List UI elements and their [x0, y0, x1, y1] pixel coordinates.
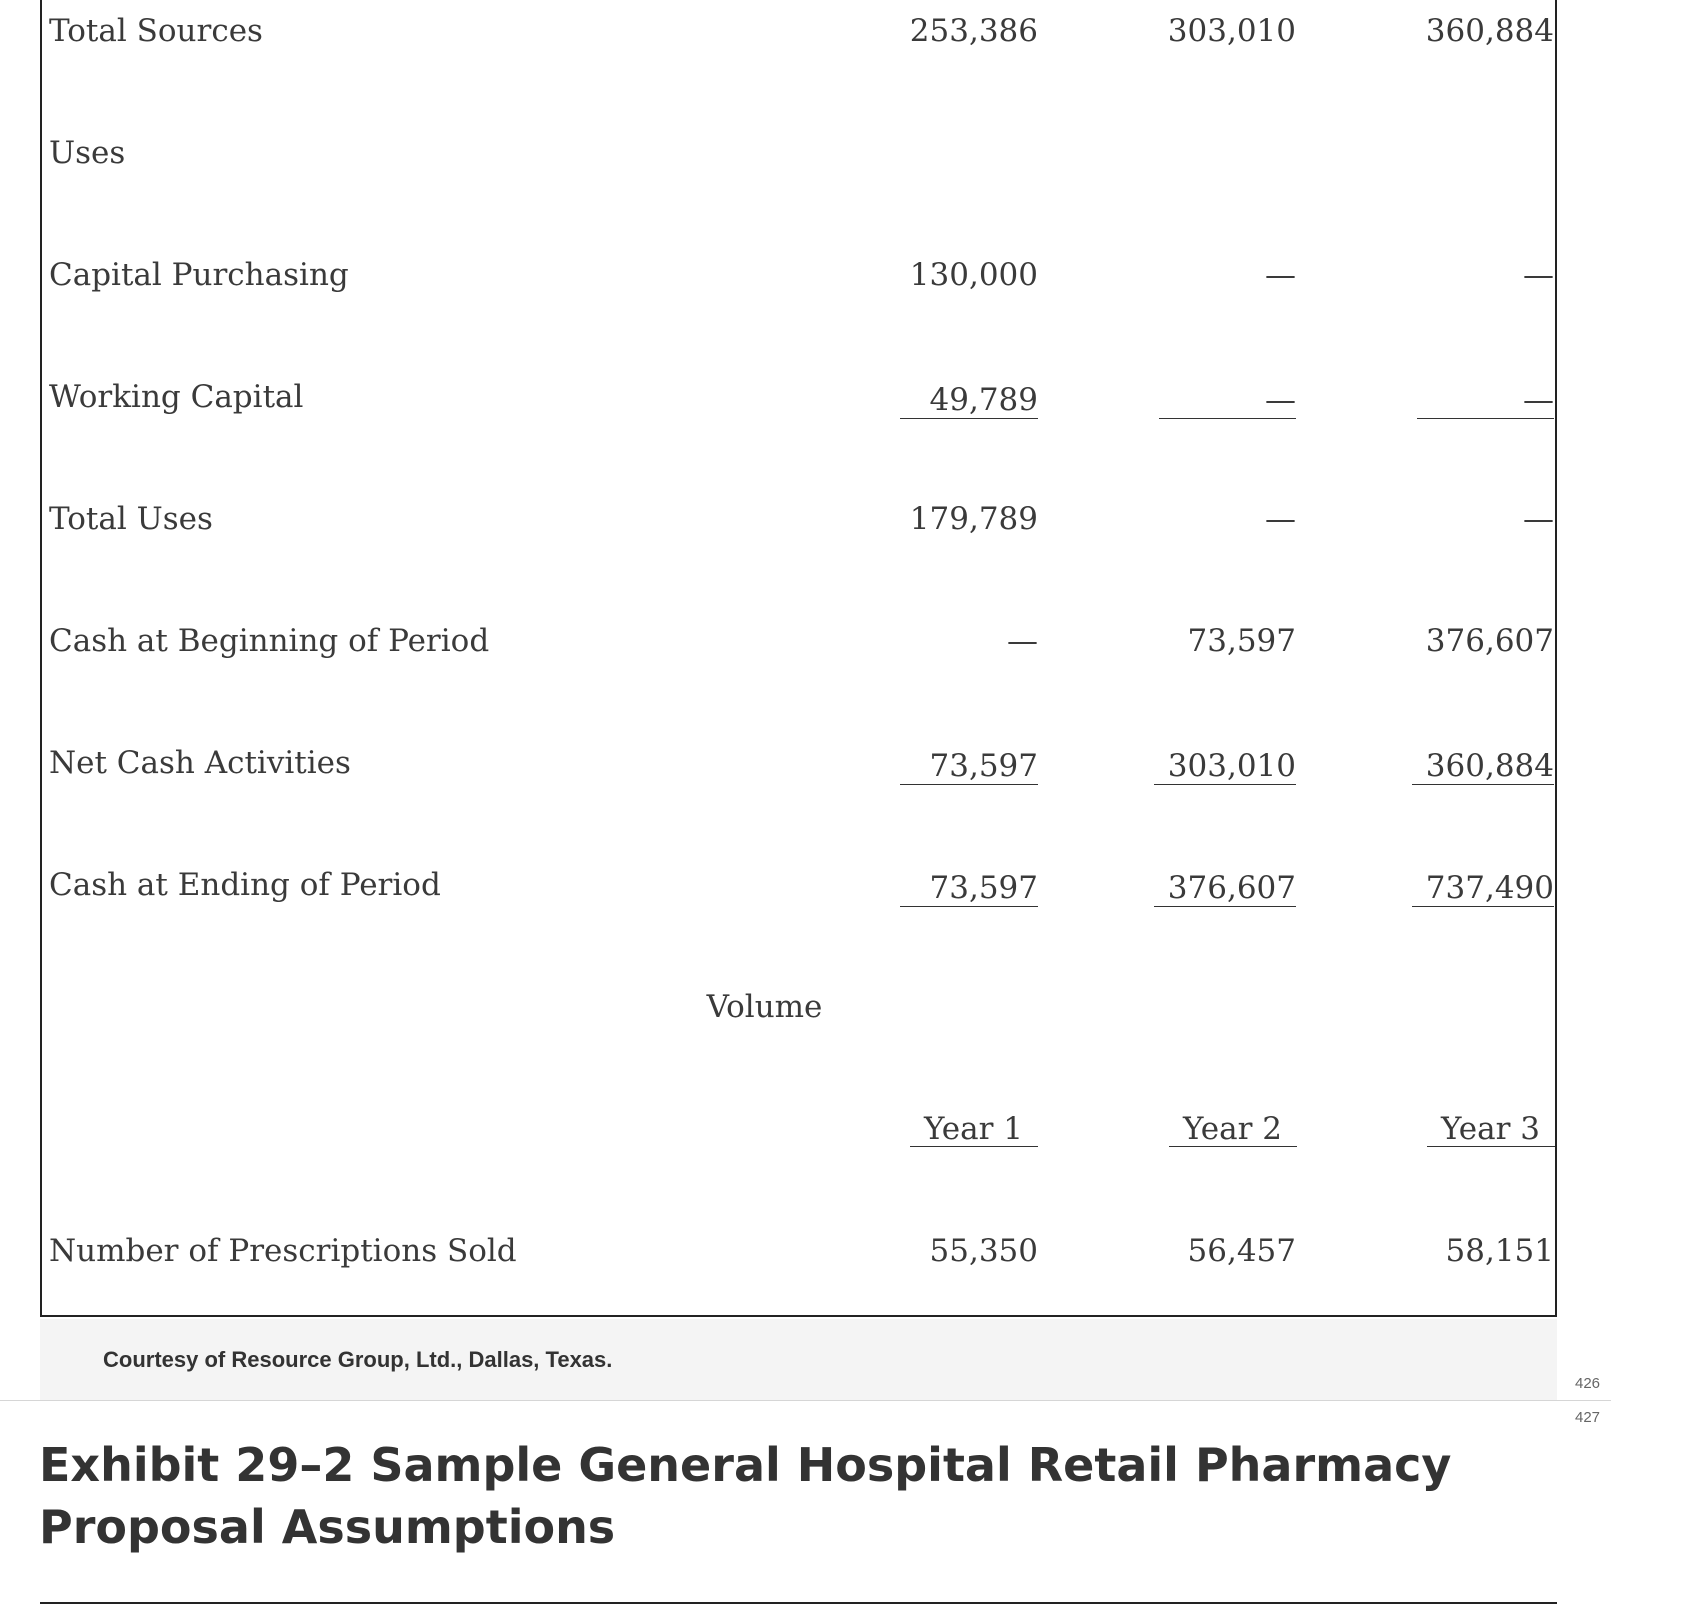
working-capital-year1-cell — [900, 380, 1038, 420]
total-uses-year1: 179,789 — [909, 501, 1038, 537]
cash-ending-year3: 737,490 — [1412, 870, 1554, 907]
net-cash-year1: 73,597 — [900, 748, 1038, 785]
total-sources-year1: 253,386 — [909, 13, 1038, 49]
row-label-capital-purchasing: Capital Purchasing — [49, 257, 349, 293]
source-caption — [40, 1319, 1557, 1400]
total-sources-year3: 360,884 — [1425, 13, 1554, 49]
working-capital-year1: 49,789 — [900, 382, 1038, 419]
cash-ending-year2-cell — [1154, 868, 1296, 908]
row-label-uses: Uses — [49, 135, 126, 171]
page-number-427[interactable]: 427 — [1574, 1409, 1601, 1426]
total-sources-year2: 303,010 — [1167, 13, 1296, 49]
page-number-divider — [1563, 1400, 1611, 1401]
working-capital-year3: — — [1417, 382, 1554, 419]
working-capital-year3-cell — [1417, 380, 1554, 420]
cash-beginning-year3: 376,607 — [1425, 623, 1554, 659]
net-cash-year3: 360,884 — [1412, 748, 1554, 785]
capital-purchasing-year2: — — [1265, 257, 1296, 293]
row-label-prescriptions-sold: Number of Prescriptions Sold — [49, 1233, 517, 1269]
net-cash-year1-cell — [900, 746, 1038, 786]
year3-header — [1427, 1112, 1555, 1147]
capital-purchasing-year3: — — [1523, 257, 1554, 293]
year2-header — [1169, 1112, 1297, 1147]
cash-ending-year1: 73,597 — [900, 870, 1038, 907]
year1-header-label: Year 1 — [924, 1111, 1023, 1147]
row-label-working-capital: Working Capital — [49, 379, 304, 415]
courtesy-text: Courtesy of Resource Group, Ltd., Dallas, Texas. — [103, 1347, 613, 1372]
year3-header-label: Year 3 — [1441, 1111, 1540, 1147]
page-number-426[interactable]: 426 — [1574, 1375, 1601, 1392]
net-cash-year2: 303,010 — [1154, 748, 1296, 785]
page-break-divider — [0, 1400, 1605, 1401]
total-uses-year2: — — [1265, 501, 1296, 537]
exhibit-title: Exhibit 29–2 Sample General Hospital Retail Pharmacy Proposal Assumptions — [39, 1438, 1452, 1554]
row-label-cash-beginning: Cash at Beginning of Period — [49, 623, 490, 659]
year1-header — [910, 1112, 1038, 1147]
prescriptions-year1: 55,350 — [929, 1233, 1038, 1269]
row-label-cash-ending: Cash at Ending of Period — [49, 867, 441, 903]
cash-ending-year2: 376,607 — [1154, 870, 1296, 907]
financial-table — [40, 0, 1557, 1317]
prescriptions-year3: 58,151 — [1445, 1233, 1554, 1269]
cash-ending-year3-cell — [1412, 868, 1554, 908]
total-uses-year3: — — [1523, 501, 1554, 537]
row-label-total-sources: Total Sources — [49, 13, 263, 49]
working-capital-year2-cell — [1159, 380, 1296, 420]
row-label-net-cash-activities: Net Cash Activities — [49, 745, 351, 781]
prescriptions-year2: 56,457 — [1187, 1233, 1296, 1269]
cash-beginning-year1: — — [1007, 623, 1038, 659]
net-cash-year3-cell — [1412, 746, 1554, 786]
net-cash-year2-cell — [1154, 746, 1296, 786]
next-table-top-border — [40, 1602, 1557, 1604]
capital-purchasing-year1: 130,000 — [909, 257, 1038, 293]
year2-header-label: Year 2 — [1183, 1111, 1282, 1147]
volume-heading: Volume — [706, 989, 823, 1025]
cash-beginning-year2: 73,597 — [1187, 623, 1296, 659]
working-capital-year2: — — [1159, 382, 1296, 419]
cash-ending-year1-cell — [900, 868, 1038, 908]
row-label-total-uses: Total Uses — [49, 501, 213, 537]
